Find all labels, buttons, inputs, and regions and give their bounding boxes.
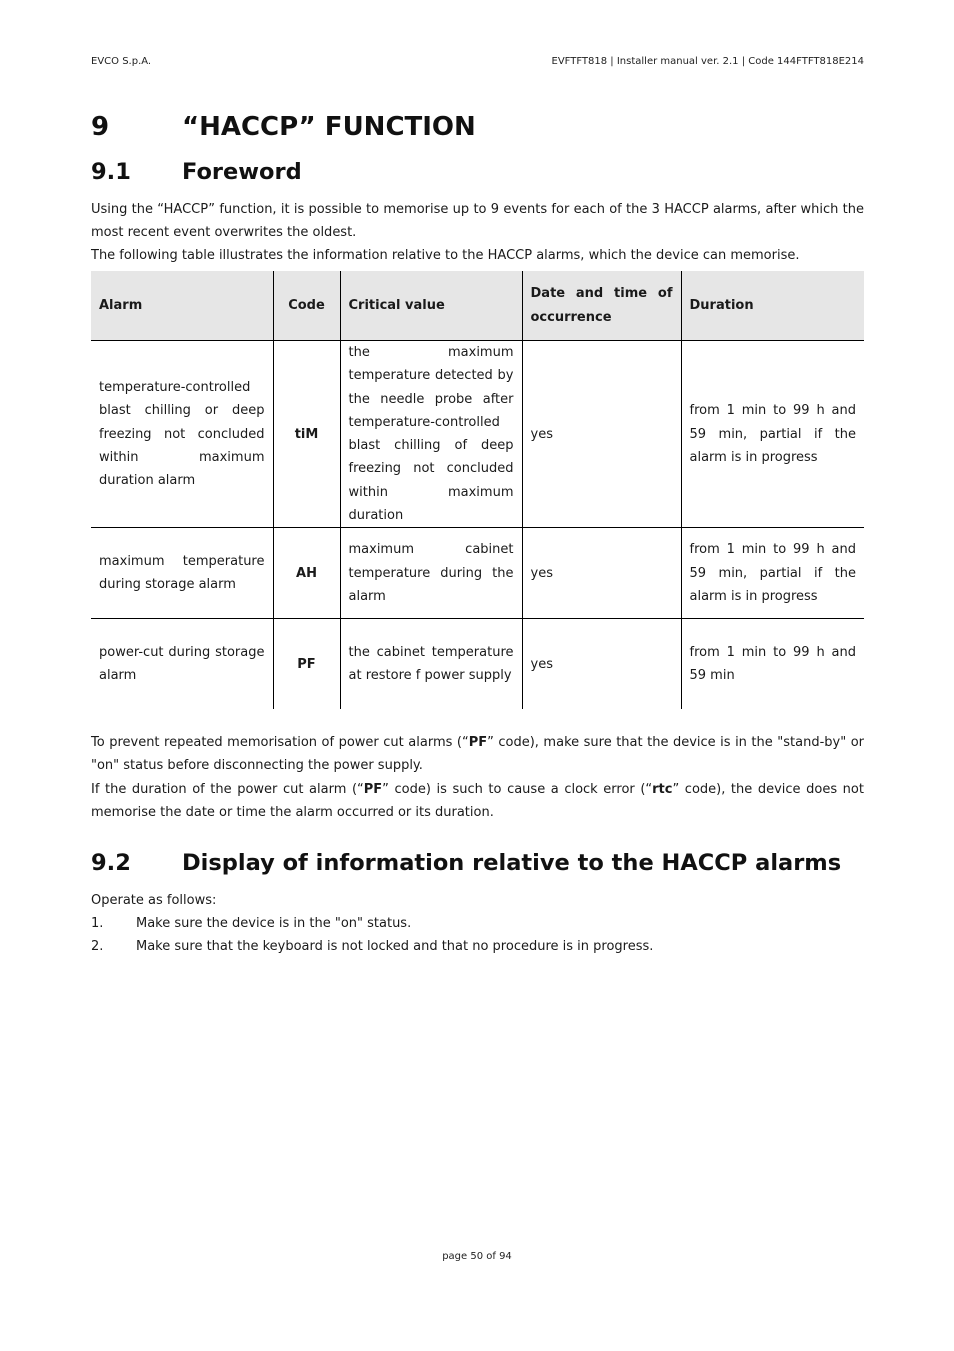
step-number: 2. (91, 939, 104, 955)
note-power-cut-memorisation (91, 731, 864, 778)
cell-alarm: power-cut during storage alarm (91, 619, 273, 710)
note-text: ” code) is such to cause a clock error (“ (382, 782, 653, 797)
table-header-row (91, 271, 864, 341)
cell-critical-value: the maximum temperature detected by the needle probe after temperature-controlled blast chilling of deep freezing not concluded within maximum duration (340, 341, 522, 528)
header-doc-info: EVFTFT818 | Installer manual ver. 2.1 | Code 144FTFT818E214 (551, 56, 864, 67)
note-text: To prevent repeated memorisation of power cut alarms (“ (91, 735, 469, 750)
cell-code: tiM (273, 341, 340, 528)
code-rtc: rtc (652, 782, 673, 797)
subsection-number: 9.1 (91, 159, 131, 185)
note-text: ” code), make sure that the device is in the "stand-by" or "on" status before disconnecting the power supply. (91, 735, 865, 774)
foreword-paragraph-1: Using the “HACCP” function, it is possible to memorise up to 9 events for each of the 3 HACCP alarms, after which the most recent event overwrites the oldest. (91, 202, 864, 241)
cell-date-time: yes (522, 341, 681, 528)
list-item (91, 935, 864, 958)
subsection-title-text: Display of information relative to the HACCP alarms (182, 850, 842, 876)
subsection-number: 9.2 (91, 850, 131, 876)
cell-duration: from 1 min to 99 h and 59 min, partial if the alarm is in progress (689, 542, 856, 605)
cell-critical-value: the cabinet temperature at restore f power supply (340, 619, 522, 710)
col-header-code: Code (273, 271, 340, 341)
cell-date-time: yes (522, 619, 681, 710)
subsection-display-title (91, 850, 841, 876)
foreword-paragraph-2: The following table illustrates the information relative to the HACCP alarms, which the device can memorise. (91, 248, 800, 263)
cell-alarm: temperature-controlled blast chilling or deep freezing not concluded within maximum duration alarm (91, 341, 273, 528)
cell-alarm: maximum temperature during storage alarm (91, 528, 273, 619)
cell-code: AH (273, 528, 340, 619)
step-text: Make sure the device is in the "on" status. (136, 916, 412, 931)
note-text: If the duration of the power cut alarm (“ (91, 782, 364, 797)
col-header-duration: Duration (681, 271, 864, 341)
cell-date-time: yes (522, 528, 681, 619)
section-title (91, 112, 476, 142)
cell-duration: from 1 min to 99 h and 59 min, partial if the alarm is in progress (689, 403, 856, 465)
list-item (91, 912, 864, 935)
note-text: ” code), the device does not memorise the date or time the alarm occurred or its duration. (91, 782, 864, 821)
header-company: EVCO S.p.A. (91, 56, 152, 67)
col-header-alarm: Alarm (91, 271, 273, 341)
haccp-alarms-table (91, 271, 864, 709)
table-row (91, 341, 864, 528)
col-header-date-time: Date and time of occurrence (522, 271, 681, 341)
section-number: 9 (91, 112, 110, 142)
table-row (91, 619, 864, 710)
cell-code: PF (273, 619, 340, 710)
cell-critical-value: maximum cabinet temperature during the alarm (340, 528, 522, 619)
page-number: page 50 of 94 (442, 1251, 512, 1262)
code-pf: PF (363, 782, 383, 797)
table-row (91, 528, 864, 619)
procedure-steps (91, 912, 864, 959)
cell-duration: from 1 min to 99 h and 59 min (689, 645, 856, 684)
display-intro: Operate as follows: (91, 893, 217, 908)
section-title-text: “HACCP” FUNCTION (182, 112, 476, 142)
step-number: 1. (91, 916, 104, 931)
code-pf: PF (468, 735, 488, 750)
step-text: Make sure that the keyboard is not locked and that no procedure is in progress. (136, 939, 654, 955)
subsection-title-text: Foreword (182, 159, 302, 185)
note-clock-error (91, 778, 864, 825)
col-header-critical-value: Critical value (340, 271, 522, 341)
subsection-foreword-title (91, 159, 302, 185)
